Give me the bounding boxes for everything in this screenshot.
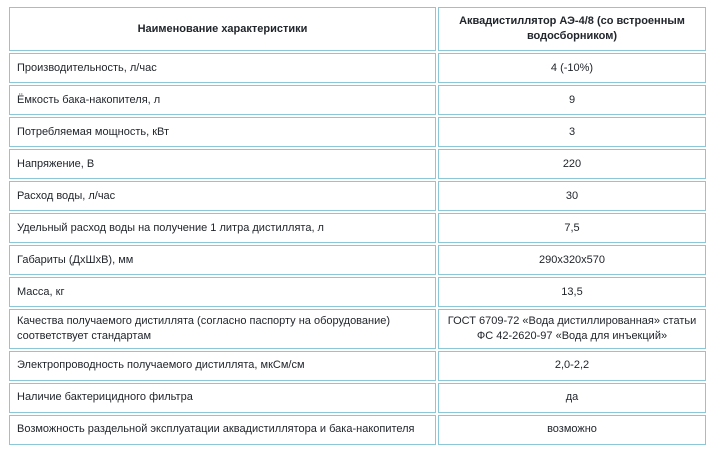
characteristic-name-cell: Расход воды, л/час <box>9 181 436 211</box>
table-row <box>9 309 706 349</box>
header-row <box>9 7 706 51</box>
characteristic-name-cell: Электропроводность получаемого дистиллята, мкСм/см <box>9 351 436 381</box>
column-header-product: Аквадистиллятор АЭ-4/8 (со встроенным водосборником) <box>438 7 706 51</box>
table-row <box>9 149 706 179</box>
table-row <box>9 213 706 243</box>
characteristic-value-cell: 9 <box>438 85 706 115</box>
table-row <box>9 181 706 211</box>
characteristic-value-cell: 3 <box>438 117 706 147</box>
specs-table <box>7 5 708 447</box>
characteristic-value-cell: 2,0-2,2 <box>438 351 706 381</box>
characteristic-name-cell: Производительность, л/час <box>9 53 436 83</box>
table-row <box>9 53 706 83</box>
characteristic-name-cell: Удельный расход воды на получение 1 литра дистиллята, л <box>9 213 436 243</box>
table-row <box>9 85 706 115</box>
characteristic-value-cell: 290х320х570 <box>438 245 706 275</box>
characteristic-name-cell: Габариты (ДхШхВ), мм <box>9 245 436 275</box>
characteristic-name-cell: Напряжение, В <box>9 149 436 179</box>
characteristic-value-cell: 220 <box>438 149 706 179</box>
characteristic-value-cell: 30 <box>438 181 706 211</box>
table-row <box>9 277 706 307</box>
table-row <box>9 245 706 275</box>
table-row <box>9 383 706 413</box>
characteristic-name-cell: Масса, кг <box>9 277 436 307</box>
characteristic-name-cell: Возможность раздельной эксплуатации аквадистиллятора и бака-накопителя <box>9 415 436 445</box>
characteristic-value-cell: 4 (-10%) <box>438 53 706 83</box>
characteristic-value-cell: да <box>438 383 706 413</box>
characteristic-value-cell: 13,5 <box>438 277 706 307</box>
characteristic-value-cell: ГОСТ 6709-72 «Вода дистиллированная» статьи ФС 42-2620-97 «Вода для инъекций» <box>438 309 706 349</box>
table-row <box>9 117 706 147</box>
characteristic-name-cell: Качества получаемого дистиллята (согласно паспорту на оборудование) соответствует стандартам <box>9 309 436 349</box>
column-header-characteristic: Наименование характеристики <box>9 7 436 51</box>
characteristic-name-cell: Ёмкость бака-накопителя, л <box>9 85 436 115</box>
characteristic-value-cell: возможно <box>438 415 706 445</box>
table-row <box>9 415 706 445</box>
table-row <box>9 351 706 381</box>
characteristic-value-cell: 7,5 <box>438 213 706 243</box>
characteristic-name-cell: Потребляемая мощность, кВт <box>9 117 436 147</box>
characteristic-name-cell: Наличие бактерицидного фильтра <box>9 383 436 413</box>
